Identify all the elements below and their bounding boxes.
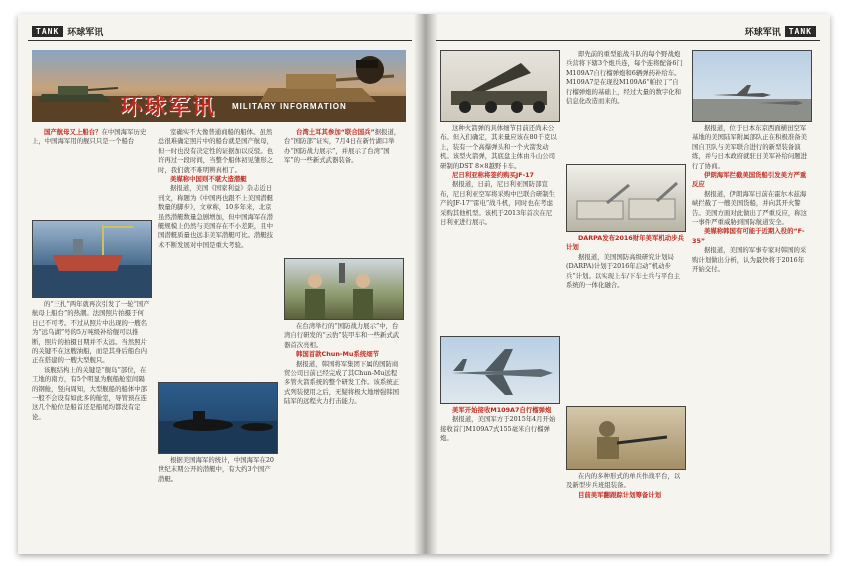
right-tank-tag: TANK [785, 26, 816, 37]
article-heading: 国产航母又上船台？ [44, 128, 102, 136]
article-heading: 目前美军翻跟踪计划筹备计划 [578, 490, 662, 499]
rocket-launcher-illustration [441, 51, 559, 121]
article-text: 据报道，美国军方于2015年4月开始接收首门M109A7式155毫米自行榴弹炮。 [440, 415, 556, 443]
article-text: 据报道，韩国将军集团下属的国防商贸公司日前已经完成了其Chun-Mu远程多管火箭系统的整个研发工作。该系统正式列装使用之后，无疑将极大地增强韩国陆军的远程火力打击能力。 [284, 359, 400, 406]
shipyard-photo [32, 220, 152, 298]
article-text: 在中国海军历史上，中国海军用的舰只只是一个船台 [32, 128, 147, 146]
left-tank-tag: TANK [32, 26, 63, 37]
submarine-photo [158, 382, 278, 454]
right-section-title: 环球军讯 [744, 27, 781, 38]
airbase-photo [692, 50, 812, 122]
right-col2-middle [566, 234, 684, 404]
right-col2-top [566, 50, 684, 162]
shipyard-illustration [33, 221, 151, 297]
right-col1-bottom [440, 406, 558, 546]
left-running-header [28, 24, 103, 38]
article-heading: 韩国首款Chun-Mu系统细节 [296, 350, 380, 359]
article-heading: 美媒称韩国有可能于近期入役的“F-35” [692, 227, 805, 245]
artillery-illustration [567, 165, 685, 231]
article-heading: 美军开始接收M109A7自行榴弹炮 [452, 406, 552, 414]
submarine-illustration [159, 383, 277, 453]
magazine-spread [18, 14, 830, 554]
left-col2-top [158, 128, 276, 378]
left-header-rule [28, 40, 412, 41]
soldier-illustration [567, 407, 685, 469]
article-text: 在台湾举行的“国防战力展示”中，台湾自行研发的“云豹”装甲车和一些新式武器首次亮相。 [284, 322, 400, 349]
article-heading: DARPA发布2016财年美军机动步兵计划 [566, 234, 684, 252]
artillery-photo [566, 164, 686, 232]
banner-subtitle: MILITARY INFORMATION [232, 102, 347, 111]
right-header-rule [436, 40, 820, 41]
rocket-launcher-photo [440, 50, 560, 122]
article-heading: 台湾土耳其参加“联合国兵” [296, 128, 375, 136]
article-text: 这种火箭弹的具体细节目前还尚未公布。但入们确定，其来量应该在80千克以上，装有一个高爆弹头和一个火箭发动机。该型火箭弹，其底盘主体由斗山公司研制的DST 8×8越野卡车。 [440, 124, 557, 170]
officers-illustration [285, 259, 403, 319]
right-col3 [692, 124, 810, 546]
left-page [18, 14, 422, 554]
article-text: 据报道，美国的军事专家对韩国的采购计划做出分析，认为最快将于2016年开始交付。 [692, 246, 807, 274]
airbase-illustration [693, 51, 811, 121]
jet-fighter-photo [440, 336, 560, 404]
left-col3-bottom [284, 322, 402, 546]
right-col1-top [440, 124, 558, 334]
article-text: 根据美国海军的统计，中国海军在20世纪末期公开的潜艇中，有大约3个国产潜艇。 [158, 456, 274, 483]
left-col1-top [32, 128, 150, 218]
left-section-title: 环球军讯 [67, 27, 104, 38]
right-running-header [745, 24, 820, 38]
article-heading: 伊朗海军拦截美国货船引发美方严重反应 [692, 171, 807, 189]
article-text: 据报道，美国《国家利益》杂志近日刊文，称题为《中国再也跟不上美国潜艇数量的脚步》，文章称，10多年来，北京虽然潜艇数量急剧增加，但中国海军在潜艇规模上仍然与美国存在不小差距，且中国潜艇质量也远非美军潜艇可比。潜艇技术不断发展对中国是重大考验。 [158, 184, 274, 249]
right-page [426, 14, 830, 554]
banner-title: 环球军讯 [120, 95, 217, 120]
article-text: 的“三扎”两年就再次引发了一轮“国产航母上船台”的热潮。法国照片拍摄于何日已不可考。不过从照片中出现的一艘名为“远乌湖”号的5万吨级补给舰可以推断，照片的拍摄日期并不太远。当然照片的关键不在这艘油船，而是其身后船台内正在搭建的一艘大型舰只。 [32, 300, 150, 365]
right-col2-bottom [566, 472, 684, 546]
article-text: 在内的多种形式的单兵作战平台，以及新型步兵班组装备。 [566, 472, 681, 490]
soldier-photo [566, 406, 686, 470]
article-heading: 美媒称中国则不堪大造潜艇 [170, 175, 247, 184]
article-text: 据报道，台“国防部”证实，7月4日在新竹湖口举办“国防战力展示”，并展示了台湾“国军”的一些新式武器装备。 [284, 128, 401, 165]
jet-fighter-illustration [441, 337, 559, 403]
article-text: 据报道，美国国防高级研究计划局(DARPA)计划于2016年启动“机动步兵”计划。以实现上车/下车士兵与平台主系统的一体化融合。 [566, 252, 681, 290]
left-col2-bottom [158, 456, 276, 546]
article-text: 该舰结构上的关键是“舰岛”部位，在工地的南方，有5个明显为舰船舱室间隔的钢舱，竖向周知，大型舰船的船体中部一般不会设有如此多的舱室，导管预在连这几个舱位是船首还是船尾均都没有定论。 [32, 365, 148, 421]
left-col3-top [284, 128, 402, 256]
banner-image [32, 50, 406, 122]
officers-photo [284, 258, 404, 320]
left-col1-bottom [32, 300, 150, 544]
article-text: 据报道，伊朗海军日前在霍尔木兹海峡拦截了一艘美国货船，并向其开火警告。美国方面对此做出了严重反应，称这一事件严重威胁到国际航道安全。 [692, 189, 808, 227]
banner-tanks-illustration [32, 50, 406, 122]
article-text: 即先前的重型旅战斗队的每个野战炮兵营将下辖3个炮兵连，每个连将配备6门M109A7自行榴弹炮和6辆弹药补给车。M109A7是在现役M109A6“帕拉丁”自行榴弹炮的基础上，经过大量的数字化和信息化改造而来的。 [566, 50, 683, 106]
spine-gutter [414, 14, 438, 554]
article-heading: 尼日利亚称将签约购买JF-17 [452, 171, 534, 180]
article-text: 据报道，位于日本东京西面横田空军基地的美国陆军附属部队正在积极准备美国自卫队与美军联合进行的新型装备演练，并与日本政府就驻日美军补给问题进行了协商。 [692, 124, 808, 170]
article-text: 室确实不大像普通商船的船体。虽然总很难确定照片中的船台就是国产航母，但一时也没有决定性的证据加以反驳。也许再过一段时间，当整个船体初见雏形之时，我们就不难明辨真相了。 [158, 128, 274, 174]
article-text: 据报道，日前，尼日利亚国防部宣布，尼日利亚空军将采购中巴联合研制生产的JF-17“雷电”战斗机，同时也在考虑采购其他机型。该机于2013年首次在尼日利亚进行展示。 [440, 180, 556, 227]
